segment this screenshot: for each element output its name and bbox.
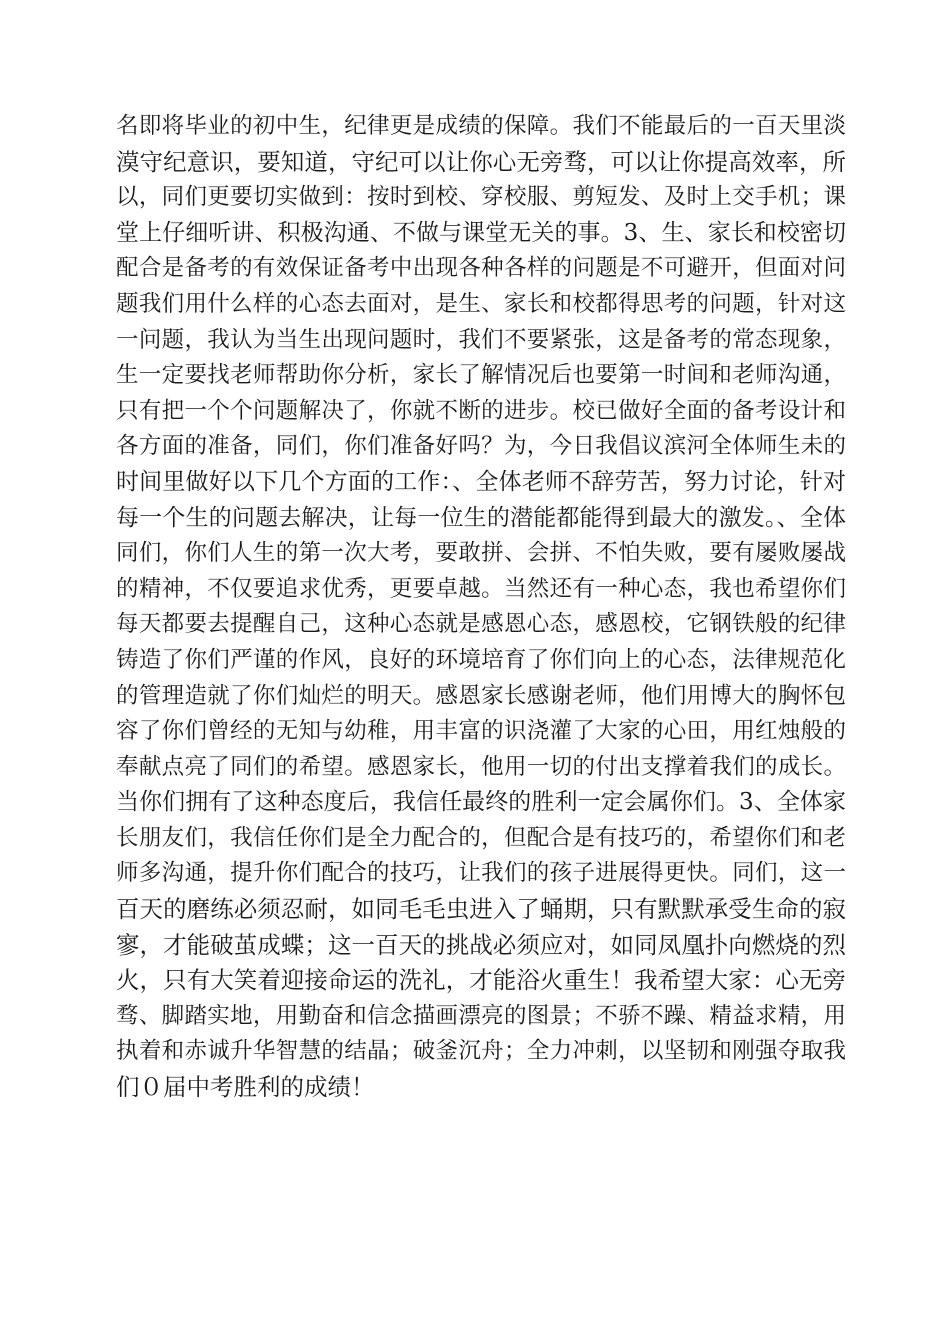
text-line: 铸造了你们严谨的作风，良好的环境培育了你们向上的心态，法律规范化 bbox=[116, 646, 846, 673]
text-line: 时间里做好以下几个方面的工作：、全体老师不辞劳苦，努力讨论，针对 bbox=[116, 468, 846, 495]
text-line: 奉献点亮了同们的希望。感恩家长，他用一切的付出支撑着我们的成长。 bbox=[116, 753, 846, 780]
text-line: 生一定要找老师帮助你分析，家长了解情况后也要第一时间和老师沟通， bbox=[116, 362, 846, 389]
text-line: 的精神，不仅要追求优秀，更要卓越。当然还有一种心态，我也希望你们 bbox=[116, 575, 846, 602]
text-line: 漠守纪意识，要知道，守纪可以让你心无旁骛，可以让你提高效率，所 bbox=[116, 147, 846, 176]
text-line: 题我们用什么样的心态去面对，是生、家长和校都得思考的问题，针对这 bbox=[116, 290, 846, 317]
text-line: 火，只有大笑着迎接命运的洗礼，才能浴火重生！我希望大家：心无旁 bbox=[116, 966, 846, 995]
text-line: 们０届中考胜利的成绩！ bbox=[116, 1073, 375, 1102]
text-line: 长朋友们，我信任你们是全力配合的，但配合是有技巧的，希望你们和老 bbox=[116, 824, 846, 851]
text-line: 的管理造就了你们灿烂的明天。感恩家长感谢老师，他们用博大的胸怀包 bbox=[116, 682, 846, 709]
text-line: 以，同们更要切实做到：按时到校、穿校服、剪短发、及时上交手机；课 bbox=[116, 184, 846, 211]
text-line: 堂上仔细听讲、积极沟通、不做与课堂无关的事。3、生、家长和校密切 bbox=[116, 219, 846, 246]
text-line: 配合是备考的有效保证备考中出现各种各样的问题是不可避开，但面对问 bbox=[116, 255, 846, 282]
text-line: 寥，才能破茧成蝶；这一百天的挑战必须应对，如同凤凰扑向燃烧的烈 bbox=[116, 930, 846, 959]
document-body-text bbox=[116, 109, 846, 1106]
text-line: 每一个生的问题去解决，让每一位生的潜能都能得到最大的激发。、全体 bbox=[116, 504, 846, 531]
text-line: 各方面的准备，同们，你们准备好吗？为，今日我倡议滨河全体师生未的 bbox=[116, 433, 846, 460]
text-line: 当你们拥有了这种态度后，我信任最终的胜利一定会属你们。3、全体家 bbox=[116, 789, 846, 816]
text-line: 只有把一个个问题解决了，你就不断的进步。校已做好全面的备考设计和 bbox=[116, 397, 846, 424]
text-line: 执着和赤诚升华智慧的结晶；破釜沉舟；全力冲刺，以坚韧和刚强夺取我 bbox=[116, 1038, 846, 1065]
text-line: 名即将毕业的初中生，纪律更是成绩的保障。我们不能最后的一百天里淡 bbox=[116, 113, 846, 139]
text-line: 一问题，我认为当生出现问题时，我们不要紧张，这是备考的常态现象， bbox=[116, 326, 846, 353]
text-line: 师多沟通，提升你们配合的技巧，让我们的孩子进展得更快。同们，这一 bbox=[116, 860, 846, 887]
text-line: 同们，你们人生的第一次大考，要敢拼、会拼、不怕失败，要有屡败屡战 bbox=[116, 540, 846, 567]
text-line: 每天都要去提醒自己，这种心态就是感恩心态，感恩校，它钢铁般的纪律 bbox=[116, 611, 846, 638]
text-line: 骛、脚踏实地，用勤奋和信念描画漂亮的图景；不骄不躁、精益求精，用 bbox=[116, 1002, 846, 1029]
text-line: 容了你们曾经的无知与幼稚，用丰富的识浇灌了大家的心田，用红烛般的 bbox=[116, 718, 846, 745]
text-line: 百天的磨练必须忍耐，如同毛毛虫进入了蛹期，只有默默承受生命的寂 bbox=[116, 895, 846, 924]
